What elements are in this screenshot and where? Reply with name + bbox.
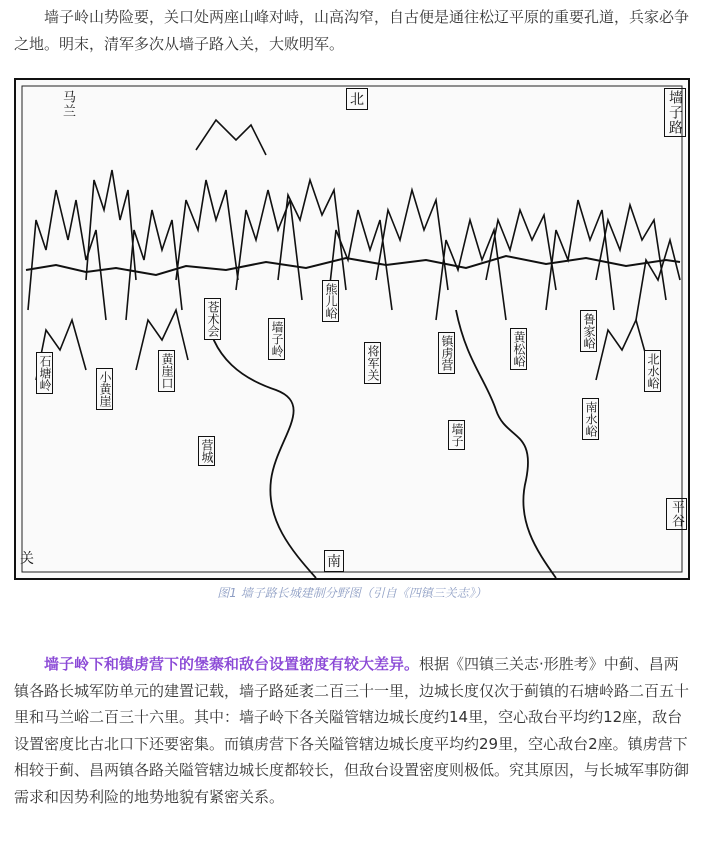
map-label-bottom-right: 平谷	[666, 498, 687, 530]
intro-paragraph: 墙子岭山势险要，关口处两座山峰对峙，山高沟窄，自古便是通往松辽平原的重要孔道，兵家必争之地。明末，清军多次从墙子路入关，大败明军。	[14, 8, 690, 53]
figure-caption: 图1 墙子路长城建制分野图（引自《四镇三关志》）	[217, 586, 487, 600]
place-box: 南水峪	[582, 398, 599, 440]
map-label-north: 北	[346, 88, 368, 110]
map-label-top-right: 墙子路	[664, 88, 686, 137]
highlight-sentence: 墙子岭下和镇虏营下的堡寨和敌台设置密度有较大差异。	[44, 655, 420, 673]
map-label-bottom-center: 南	[324, 550, 344, 572]
body-paragraph	[14, 651, 692, 810]
map-label-top-left: 马兰	[60, 90, 75, 118]
place-box: 镇虏营	[438, 332, 455, 374]
place-box: 小黄崖	[96, 368, 113, 410]
place-box: 石塘岭	[36, 352, 53, 394]
place-box: 鲁家峪	[580, 310, 597, 352]
place-box: 营城	[198, 436, 215, 466]
place-box: 北水峪	[644, 350, 661, 392]
place-box: 墙子岭	[268, 318, 285, 360]
place-box: 熊儿峪	[322, 280, 339, 322]
map-label-bottom-left: 关	[20, 551, 34, 567]
place-box: 黄松峪	[510, 328, 527, 370]
map-figure	[14, 78, 690, 580]
great-wall-line	[26, 256, 680, 275]
place-box: 黄崖口	[158, 350, 175, 392]
place-box: 墙子	[448, 420, 465, 450]
body-text: 根据《四镇三关志·形胜考》中蓟、昌两镇各路长城军防单元的建置记载，墙子路延袤二百三十一里，边城长度仅次于蓟镇的石塘岭路二百五十里和马兰峪二百三十六里。其中：墙子岭下各关隘管辖边城长度约14里，空心敌台平均约12座，敌台设置密度比古北口下还要密集。而镇虏营下各关隘管辖边城长度平均约29里，空心敌台2座。镇虏营下相较于蓟、昌两镇各路关隘管辖边城长度都较长，但敌台设置密度则极低。究其原因，与长城军事防御需求和因势利险的地势地貌有紧密关系。	[14, 655, 690, 806]
rivers	[206, 310, 556, 578]
place-box: 将军关	[364, 342, 381, 384]
place-box: 苍术会	[204, 298, 221, 340]
